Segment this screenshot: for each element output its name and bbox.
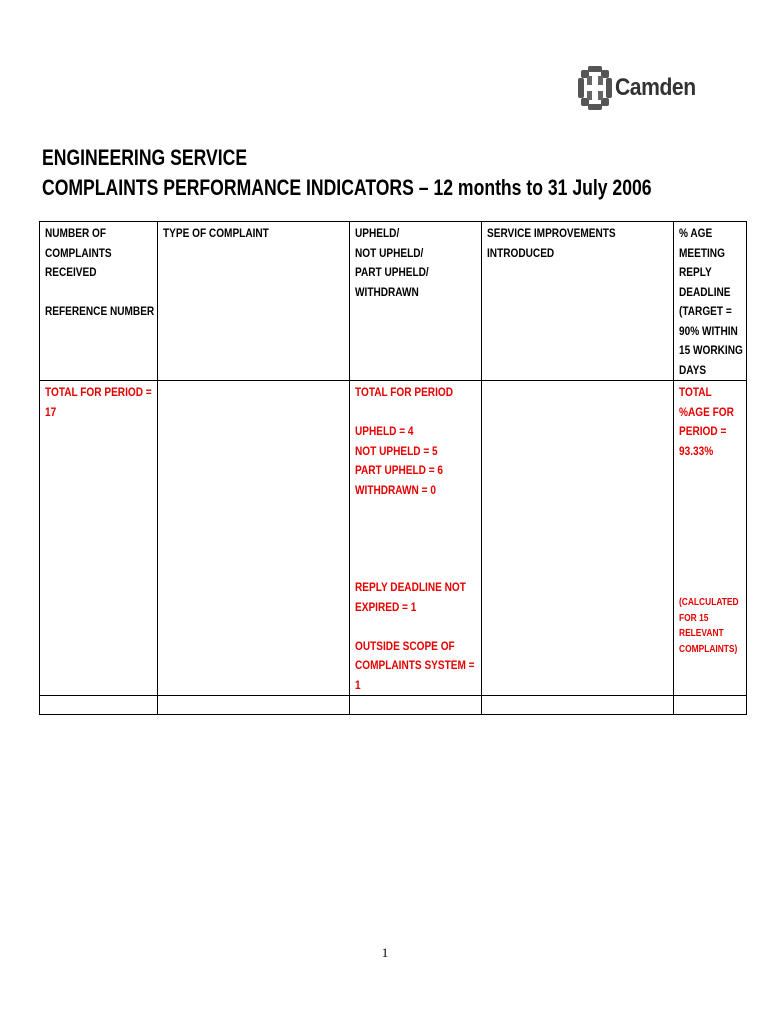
total-percentage-cell: TOTAL %AGE FOR PERIOD = 93.33% (CALCULATED FOR 15 RELEVANT COMPLAINTS) (674, 381, 747, 696)
camden-emblem-icon (578, 66, 612, 110)
logo-text: Camden (615, 74, 696, 101)
empty-cell (158, 696, 350, 715)
header-reply-deadline: % AGE MEETING REPLY DEADLINE (TARGET = 90% WITHIN 15 WORKING DAYS (674, 222, 747, 381)
header-number-of-complaints: NUMBER OF COMPLAINTS RECEIVED REFERENCE NUMBER (40, 222, 158, 381)
title-line-2: COMPLAINTS PERFORMANCE INDICATORS – 12 months to 31 July 2006 (42, 175, 652, 200)
empty-row (40, 696, 747, 715)
page-number: 1 (381, 945, 389, 960)
page-title (42, 143, 652, 203)
total-upheld-cell: TOTAL FOR PERIOD UPHELD = 4 NOT UPHELD = 5 PART UPHELD = 6 WITHDRAWN = 0 REPLY DEADLINE NOT EXPIRED = 1 OUTSIDE SCOPE OF COMPLAINTS SYSTEM = 1 (350, 381, 482, 696)
header-service-improvements: SERVICE IMPROVEMENTS INTRODUCED (482, 222, 674, 381)
empty-cell (674, 696, 747, 715)
totals-row (40, 381, 747, 696)
header-type-of-complaint: TYPE OF COMPLAINT (158, 222, 350, 381)
total-complaints-cell: TOTAL FOR PERIOD = 17 (40, 381, 158, 696)
header-upheld-status: UPHELD/ NOT UPHELD/ PART UPHELD/ WITHDRAWN (350, 222, 482, 381)
complaints-table (39, 221, 747, 715)
empty-cell (40, 696, 158, 715)
empty-cell (482, 696, 674, 715)
camden-logo (578, 66, 707, 110)
title-line-1: ENGINEERING SERVICE (42, 145, 248, 170)
total-type-cell (158, 381, 350, 696)
total-improvements-cell (482, 381, 674, 696)
empty-cell (350, 696, 482, 715)
header-row (40, 222, 747, 381)
